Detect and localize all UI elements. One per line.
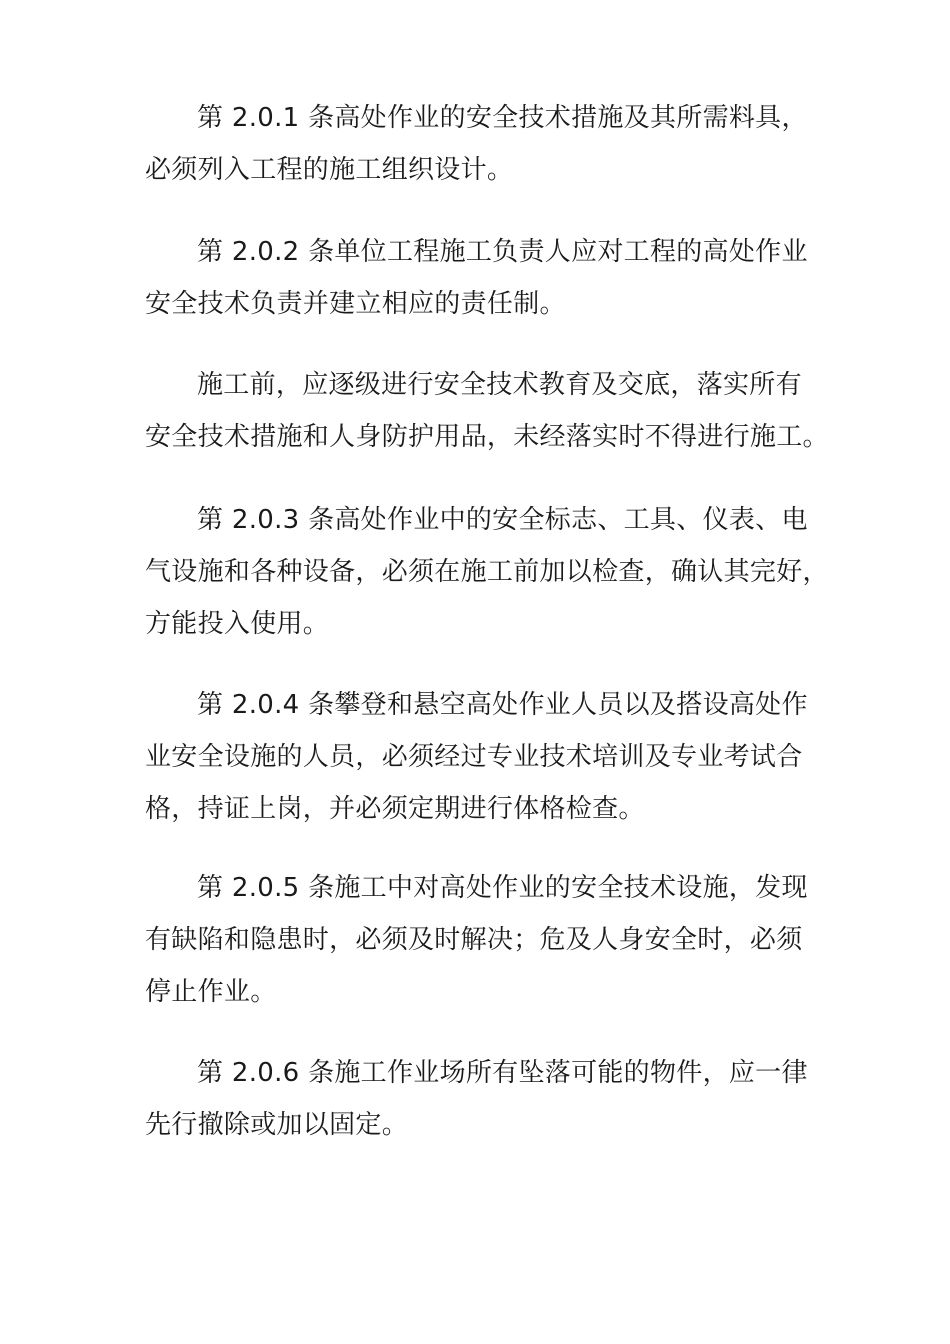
paragraph-line: 先行撤除或加以固定。 xyxy=(145,1110,409,1140)
paragraph-line: 方能投入使用。 xyxy=(145,609,330,639)
clause-2-0-2-note xyxy=(145,359,829,463)
paragraph-line: 气设施和各种设备，必须在施工前加以检查，确认其完好， xyxy=(145,557,829,587)
clause-2-0-1 xyxy=(145,92,825,196)
paragraph-line: 必须列入工程的施工组织设计。 xyxy=(145,155,514,185)
clause-2-0-2 xyxy=(145,226,825,330)
paragraph-line: 格，持证上岗，并必须定期进行体格检查。 xyxy=(145,794,645,824)
paragraph-line: 施工前，应逐级进行安全技术教育及交底，落实所有 xyxy=(197,370,802,400)
clause-2-0-6 xyxy=(145,1047,825,1151)
paragraph-line: 第 2.0.4 条攀登和悬空高处作业人员以及搭设高处作 xyxy=(197,690,808,720)
paragraph-line: 有缺陷和隐患时，必须及时解决；危及人身安全时，必须 xyxy=(145,925,803,955)
clause-2-0-4 xyxy=(145,679,825,835)
paragraph-line: 业安全设施的人员，必须经过专业技术培训及专业考试合 xyxy=(145,742,803,772)
paragraph-line: 第 2.0.6 条施工作业场所有坠落可能的物件，应一律 xyxy=(197,1058,808,1088)
paragraph-line: 第 2.0.2 条单位工程施工负责人应对工程的高处作业 xyxy=(197,237,808,267)
paragraph-line: 安全技术措施和人身防护用品，未经落实时不得进行施工。 xyxy=(145,422,829,452)
clause-2-0-5 xyxy=(145,862,825,1018)
clause-2-0-3 xyxy=(145,494,829,650)
paragraph-line: 第 2.0.3 条高处作业中的安全标志、工具、仪表、电 xyxy=(197,505,808,535)
paragraph-line: 停止作业。 xyxy=(145,977,277,1007)
paragraph-line: 第 2.0.5 条施工中对高处作业的安全技术设施，发现 xyxy=(197,873,808,903)
paragraph-line: 安全技术负责并建立相应的责任制。 xyxy=(145,289,566,319)
paragraph-line: 第 2.0.1 条高处作业的安全技术措施及其所需料具， xyxy=(197,103,808,133)
